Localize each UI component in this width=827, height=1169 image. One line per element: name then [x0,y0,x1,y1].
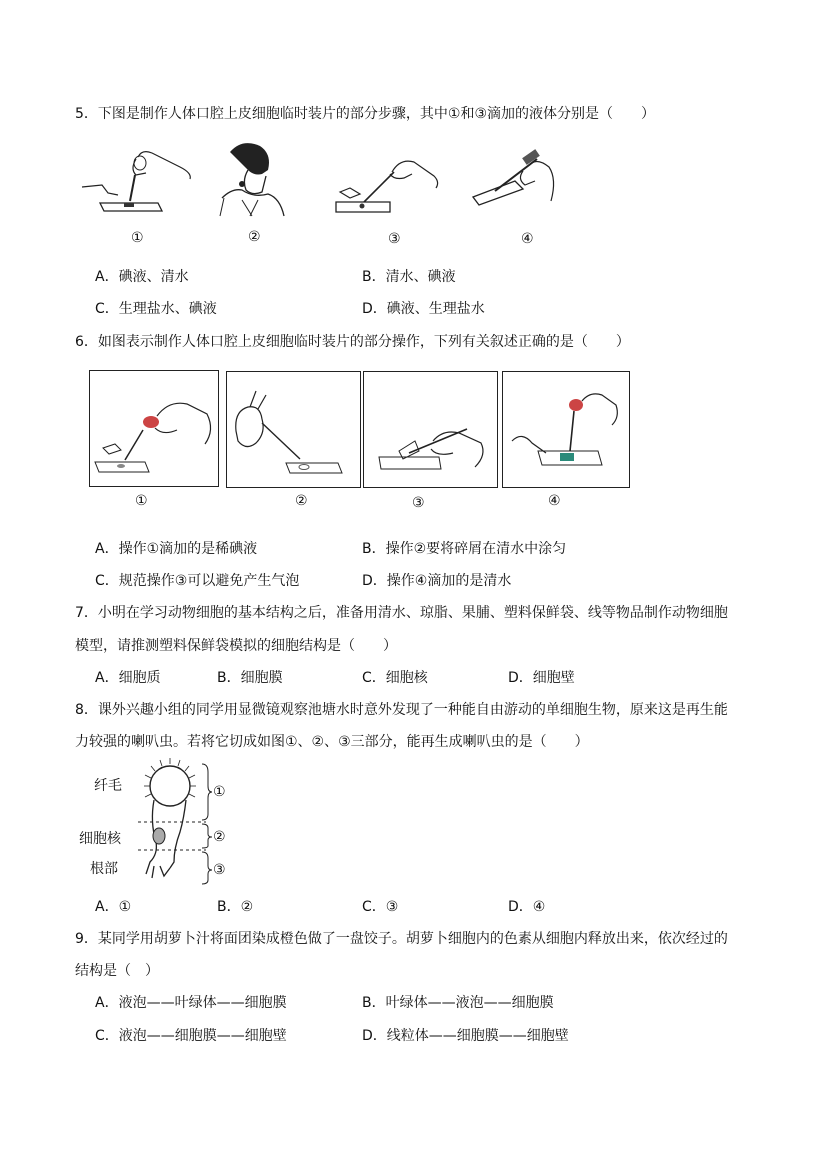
q8-stem-line2: 力较强的喇叭虫。若将它切成如图①、②、③三部分，能再生成喇叭虫的是（ ） [75,734,589,750]
q8-option-b[interactable]: B．② [217,899,254,915]
q6-label-2: ② [295,493,308,509]
q7-stem-line1: 7．小明在学习动物细胞的基本结构之后，准备用清水、琼脂、果脯、塑料保鲜袋、线等物品制作动物细胞 [75,605,728,621]
q7-option-a[interactable]: A．细胞质 [95,670,161,686]
q6-option-b[interactable]: B．操作②要将碎屑在清水中涂匀 [362,541,567,557]
q6-figure-panel4 [502,371,630,488]
q5-option-a[interactable]: A．碘液、清水 [95,269,189,285]
q6-label-4: ④ [548,493,561,509]
q6-label-3: ③ [412,495,425,511]
q5-option-b[interactable]: B．清水、碘液 [362,269,456,285]
q9-stem-line1: 9．某同学用胡萝卜汁将面团染成橙色做了一盘饺子。胡萝卜细胞内的色素从细胞内释放出来，依次经过的 [75,931,728,947]
q9-option-a[interactable]: A．液泡——叶绿体——细胞膜 [95,995,287,1011]
q9-stem-line2: 结构是（ ） [75,963,159,979]
q8-option-a[interactable]: A．① [95,899,132,915]
q8-option-c[interactable]: C．③ [362,899,399,915]
q8-stem-line1: 8．课外兴趣小组的同学用显微镜观察池塘水时意外发现了一种能自由游动的单细胞生物，原来这是再生能 [75,702,728,718]
q5-figure-step4 [465,145,560,215]
q7-option-d[interactable]: D．细胞壁 [508,670,575,686]
q6-option-c[interactable]: C．规范操作③可以避免产生气泡 [95,573,300,589]
q6-stem: 6．如图表示制作人体口腔上皮细胞临时装片的部分操作，下列有关叙述正确的是（ ） [75,334,630,350]
q5-option-d[interactable]: D．碘液、生理盐水 [362,301,485,317]
q8-label-nucleus: 细胞核 [79,831,121,847]
q5-figure-step3 [330,150,445,218]
q9-option-b[interactable]: B．叶绿体——液泡——细胞膜 [362,995,554,1011]
q8-label-root: 根部 [90,861,118,877]
q6-option-a[interactable]: A．操作①滴加的是稀碘液 [95,541,258,557]
q7-stem-line2: 模型，请推测塑料保鲜袋模拟的细胞结构是（ ） [75,638,397,654]
q9-option-c[interactable]: C．液泡——细胞膜——细胞壁 [95,1028,287,1044]
q6-figure-panel3 [363,371,498,488]
q5-label-1: ① [131,230,144,246]
q6-label-1: ① [135,493,148,509]
q5-label-4: ④ [521,231,534,247]
q5-option-c[interactable]: C．生理盐水、碘液 [95,301,217,317]
q8-label-cilia: 纤毛 [94,778,122,794]
q6-figure-panel2 [226,371,361,488]
q9-option-d[interactable]: D．线粒体——细胞膜——细胞壁 [362,1028,569,1044]
q5-label-2: ② [248,229,261,245]
q8-option-d[interactable]: D．④ [508,899,546,915]
q6-option-d[interactable]: D．操作④滴加的是清水 [362,573,512,589]
q5-figure-step2 [212,140,287,218]
q5-stem: 5．下图是制作人体口腔上皮细胞临时装片的部分步骤，其中①和③滴加的液体分别是（ ） [75,106,656,122]
q7-option-b[interactable]: B．细胞膜 [217,670,283,686]
q7-option-c[interactable]: C．细胞核 [362,670,428,686]
q8-part-label-2: ② [213,829,226,845]
q8-part-label-3: ③ [213,862,226,878]
q8-part-label-1: ① [213,784,226,800]
q6-figure-panel1 [89,370,219,487]
q5-figure-step1 [80,145,195,215]
q5-label-3: ③ [388,231,401,247]
